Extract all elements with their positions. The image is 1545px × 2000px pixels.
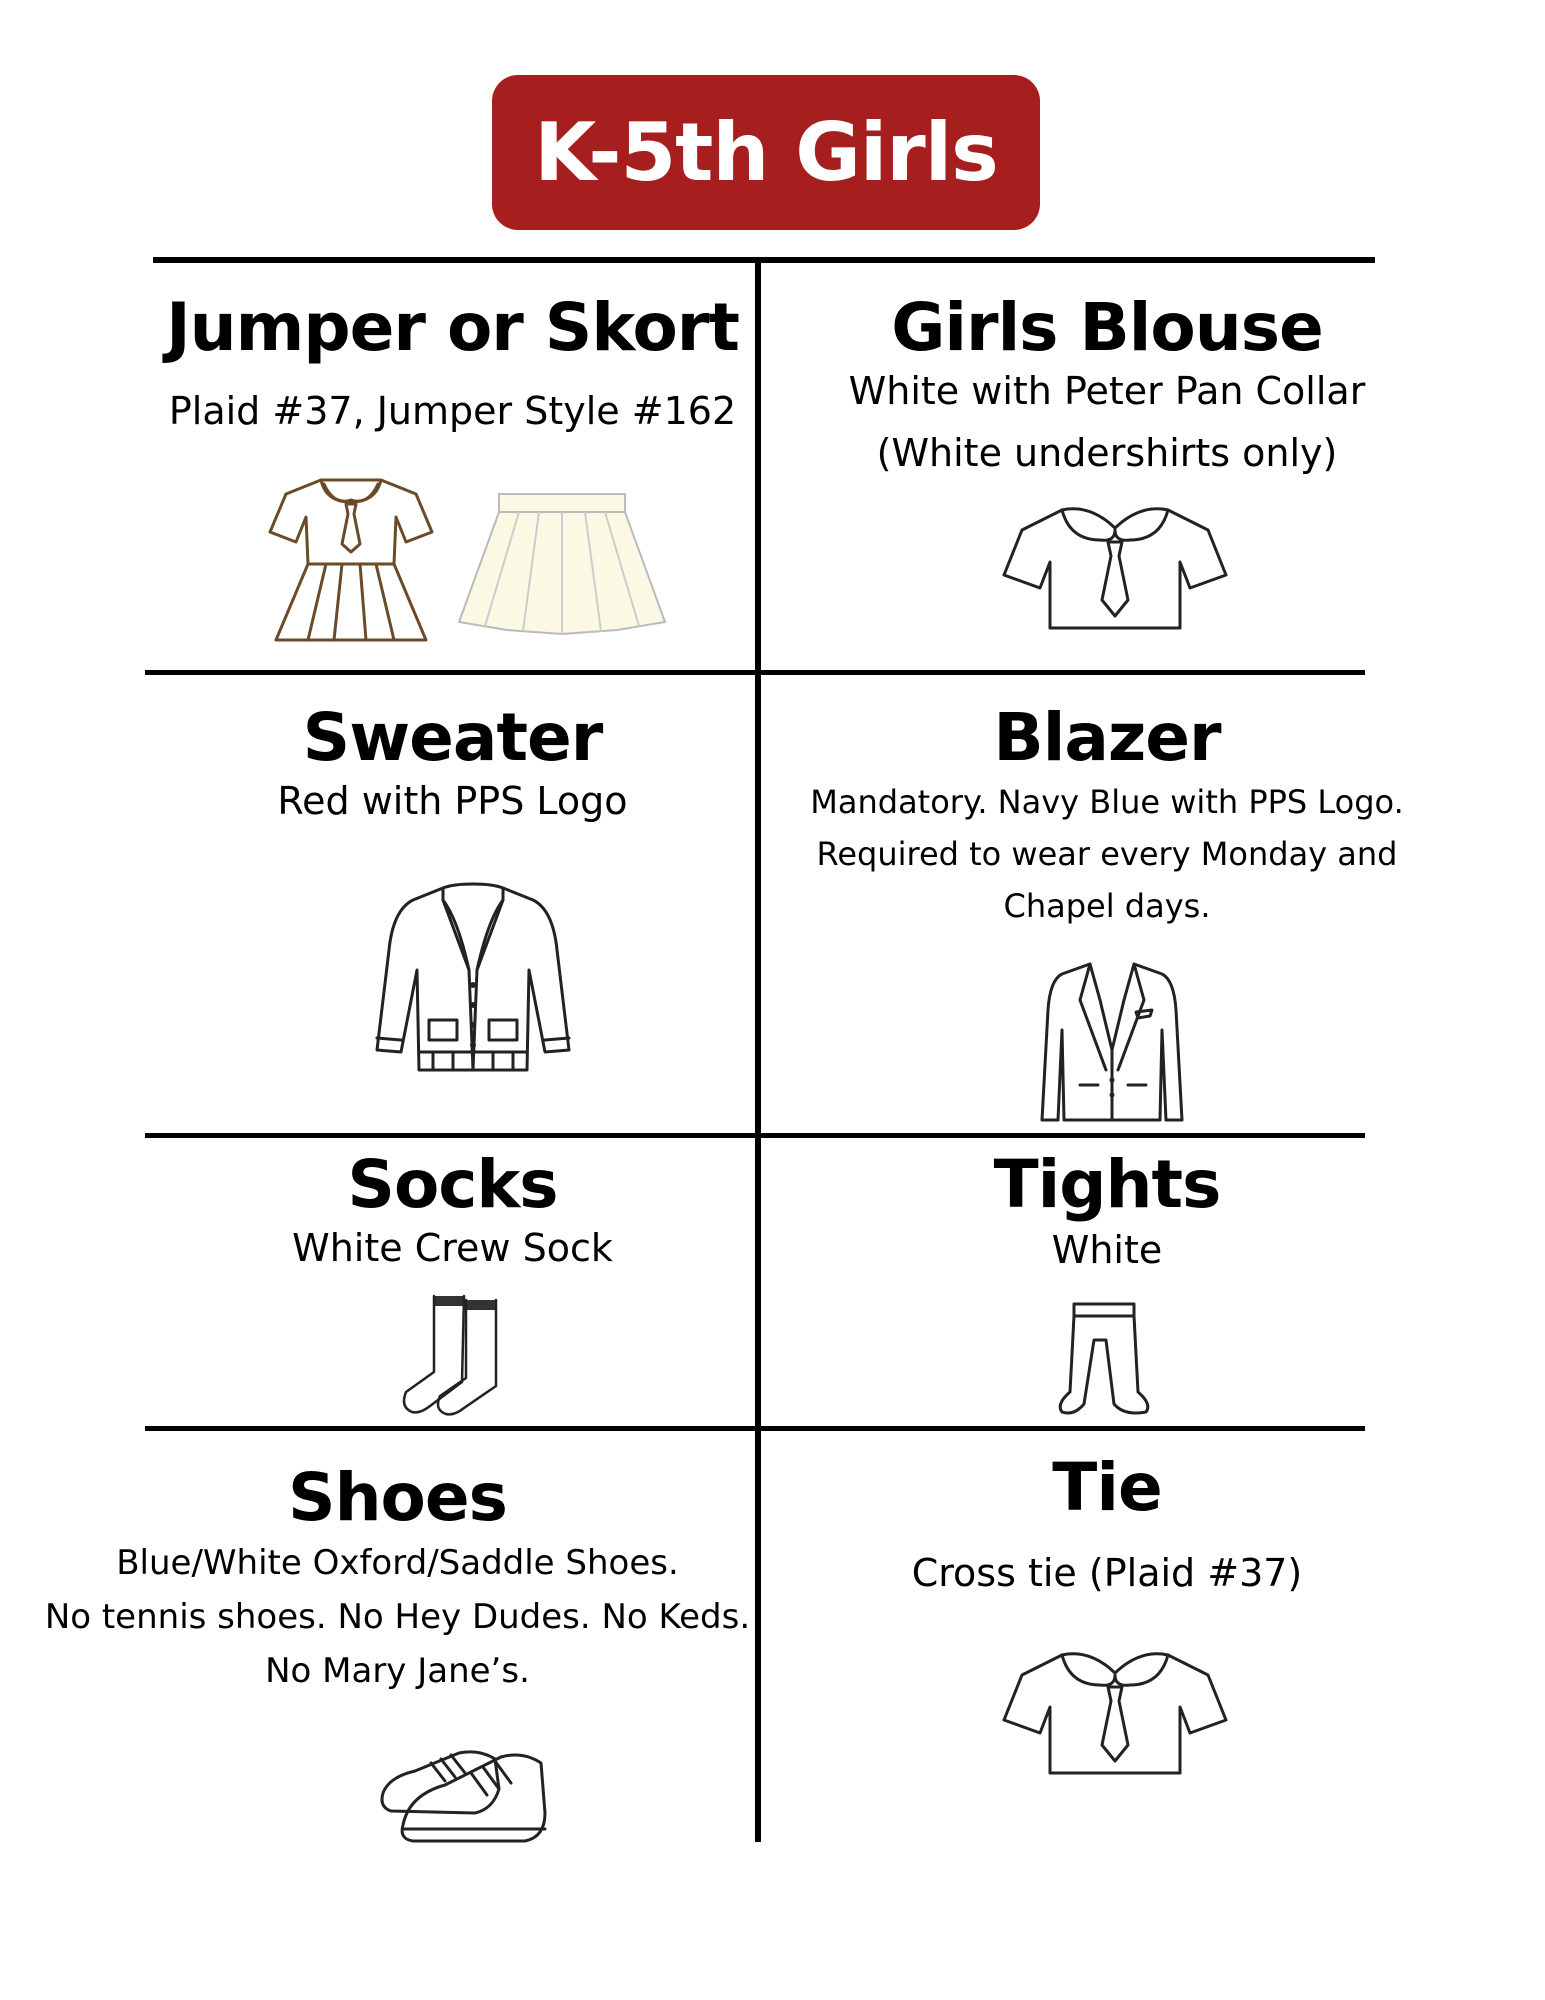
tights-section [762,1147,1452,1281]
tights-icon [1054,1300,1154,1425]
jumper-dress-icon [266,472,436,652]
blouse-description-line-2: (White undershirts only) [876,430,1338,475]
jumper-section [150,290,755,442]
shoes-description-line-3: No Mary Jane’s. [265,1650,530,1691]
tights-description: White [1051,1227,1163,1272]
blouse-with-tie-icon [1000,1645,1230,1785]
blazer-description-line-2: Required to wear every Monday and [816,834,1398,873]
blazer-description-line-1: Mandatory. Navy Blue with PPS Logo. [810,782,1404,821]
sweater-section [150,700,755,832]
grid-rule-top [153,257,1375,263]
blazer-description-line-3: Chapel days. [1003,886,1211,925]
shoes-heading: Shoes [288,1459,507,1536]
saddle-shoes-icon [375,1733,550,1848]
tie-section [762,1450,1452,1604]
blouse-section [762,290,1452,484]
tie-heading: Tie [1052,1449,1162,1526]
socks-icon [400,1292,515,1422]
sweater-description: Red with PPS Logo [277,778,628,823]
page-title: K-5th Girls [492,75,1040,230]
grid-rule-row-1 [145,670,1365,675]
blazer-section [782,700,1432,932]
blouse-icon [1000,500,1230,640]
jumper-heading: Jumper or Skort [166,289,739,366]
sweater-heading: Sweater [302,699,603,776]
blouse-description-line-1: White with Peter Pan Collar [848,368,1366,413]
skort-icon [457,490,667,645]
grid-rule-row-2 [145,1133,1365,1138]
tie-description: Cross tie (Plaid #37) [911,1550,1303,1595]
socks-section [150,1147,755,1279]
shoes-section [40,1460,755,1698]
grid-rule-row-3 [145,1426,1365,1431]
blazer-icon [1040,960,1185,1130]
jumper-description: Plaid #37, Jumper Style #162 [168,388,737,433]
cardigan-sweater-icon [373,880,573,1085]
blazer-heading: Blazer [993,699,1221,776]
shoes-description-line-2: No tennis shoes. No Hey Dudes. No Keds. [44,1596,751,1637]
tights-heading: Tights [993,1146,1221,1223]
grid-rule-vertical [755,262,761,1842]
socks-description: White Crew Sock [292,1225,613,1270]
blouse-heading: Girls Blouse [891,289,1323,366]
shoes-description-line-1: Blue/White Oxford/Saddle Shoes. [116,1542,679,1583]
socks-heading: Socks [347,1146,558,1223]
